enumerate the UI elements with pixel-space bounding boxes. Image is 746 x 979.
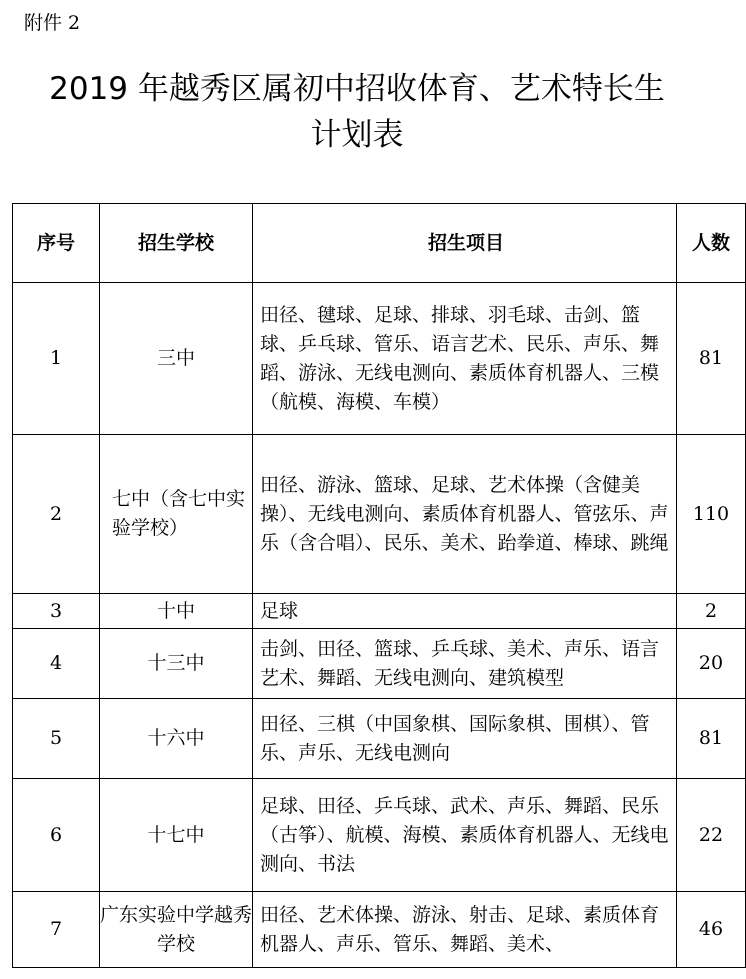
title-line-1: 2019 年越秀区属初中招收体育、艺术特长生: [49, 71, 665, 107]
row-school: 广东实验中学越秀学校: [100, 892, 253, 968]
row-count: 20: [677, 629, 746, 699]
header-count: 人数: [677, 204, 746, 283]
row-items: 足球: [253, 594, 677, 629]
table-row: [13, 892, 746, 968]
row-count: 22: [677, 779, 746, 892]
row-no: 5: [13, 699, 100, 779]
row-items: 田径、游泳、篮球、足球、艺术体操（含健美操）、无线电测向、素质体育机器人、管弦乐、声乐（含合唱）、民乐、美术、跆拳道、棒球、跳绳: [253, 435, 677, 594]
row-items: 田径、三棋（中国象棋、国际象棋、围棋）、管乐、声乐、无线电测向: [253, 699, 677, 779]
document-title: [0, 66, 714, 158]
row-items: 击剑、田径、篮球、乒乓球、美术、声乐、语言艺术、舞蹈、无线电测向、建筑模型: [253, 629, 677, 699]
row-count: 81: [677, 699, 746, 779]
enrollment-plan-table: [12, 203, 746, 968]
row-items: 田径、艺术体操、游泳、射击、足球、素质体育机器人、声乐、管乐、舞蹈、美术、: [253, 892, 677, 968]
row-no: 4: [13, 629, 100, 699]
row-no: 3: [13, 594, 100, 629]
row-no: 7: [13, 892, 100, 968]
row-count: 81: [677, 283, 746, 435]
row-no: 6: [13, 779, 100, 892]
row-school: 七中（含七中实验学校）: [100, 435, 253, 594]
row-items: 田径、毽球、足球、排球、羽毛球、击剑、篮球、乒乓球、管乐、语言艺术、民乐、声乐、舞蹈、游泳、无线电测向、素质体育机器人、三模（航模、海模、车模）: [253, 283, 677, 435]
row-school: 十中: [100, 594, 253, 629]
table-row: [13, 629, 746, 699]
header-school: 招生学校: [100, 204, 253, 283]
row-school: 十七中: [100, 779, 253, 892]
row-no: 1: [13, 283, 100, 435]
table-row: [13, 594, 746, 629]
row-count: 2: [677, 594, 746, 629]
row-items: 足球、田径、乒乓球、武术、声乐、舞蹈、民乐（古筝）、航模、海模、素质体育机器人、无线电测向、书法: [253, 779, 677, 892]
row-no: 2: [13, 435, 100, 594]
table-header-row: [13, 204, 746, 283]
row-count: 110: [677, 435, 746, 594]
row-school: 三中: [100, 283, 253, 435]
title-line-2: 计划表: [310, 117, 404, 153]
table-row: [13, 283, 746, 435]
header-no: 序号: [13, 204, 100, 283]
table-row: [13, 779, 746, 892]
header-items: 招生项目: [253, 204, 677, 283]
attachment-label: 附件 2: [24, 12, 81, 34]
row-school: 十六中: [100, 699, 253, 779]
row-school: 十三中: [100, 629, 253, 699]
table-row: [13, 699, 746, 779]
table-row: [13, 435, 746, 594]
row-count: 46: [677, 892, 746, 968]
